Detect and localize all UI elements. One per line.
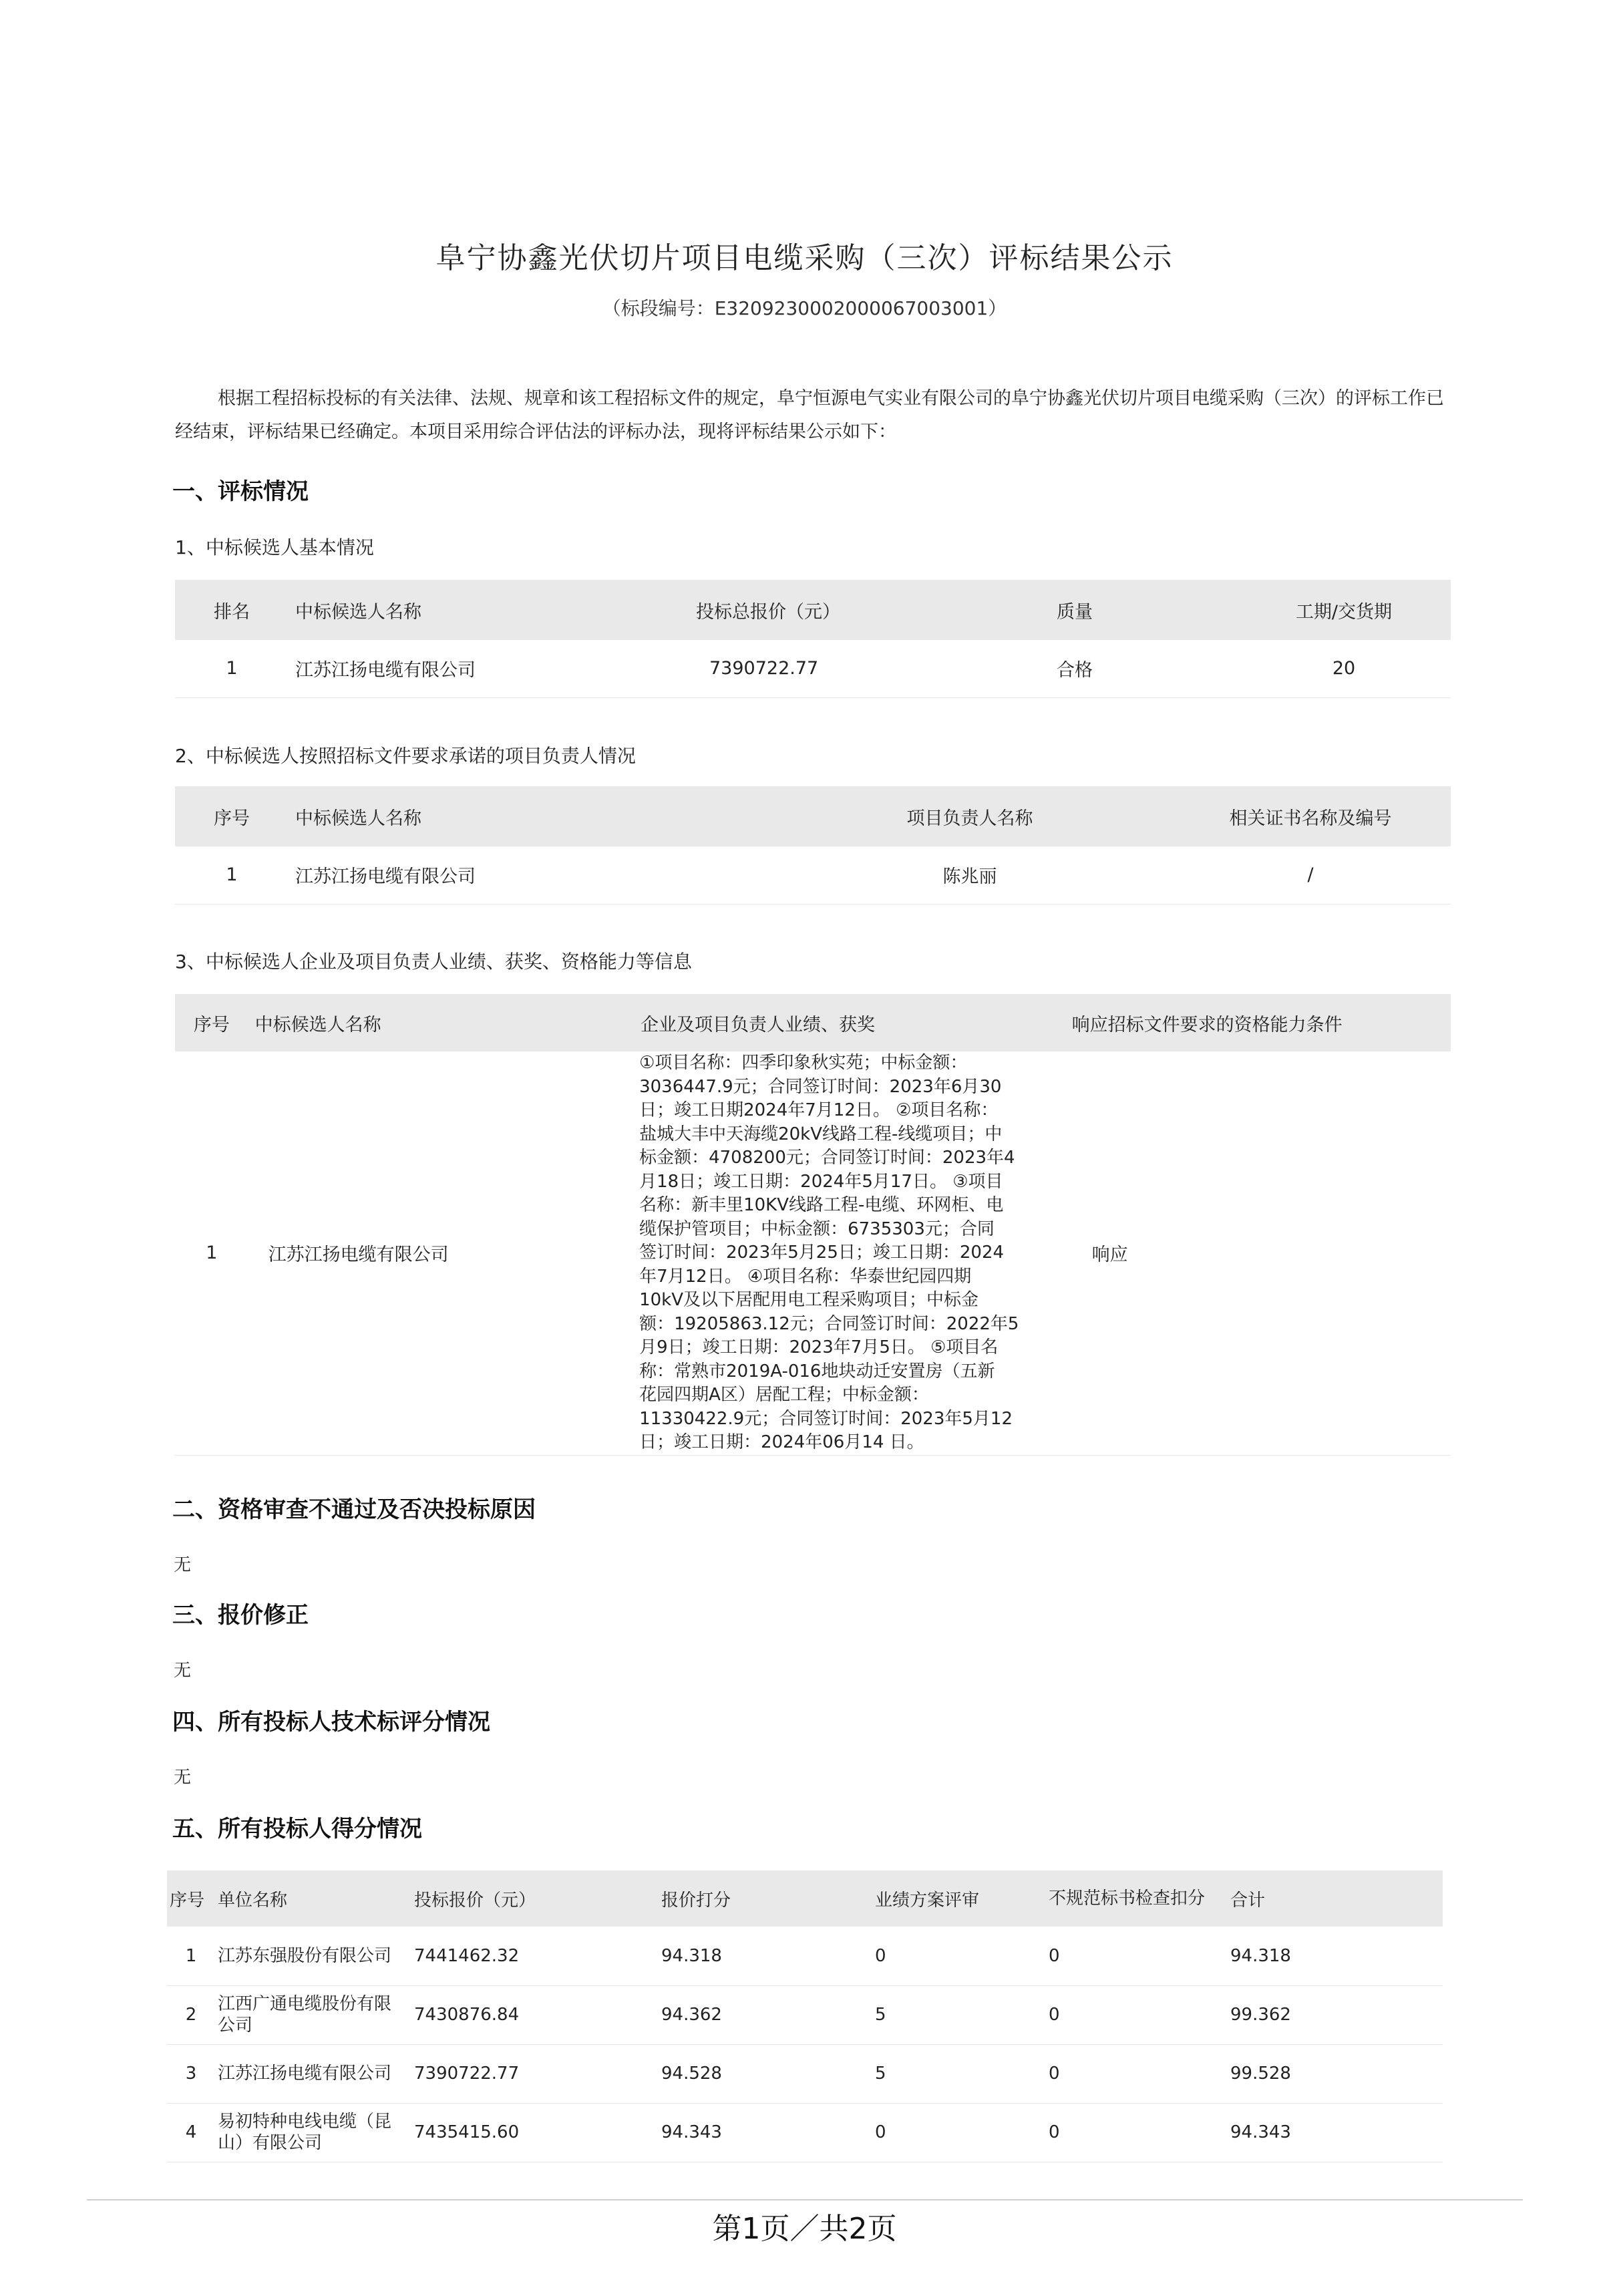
- col-header: 单位名称: [218, 1890, 288, 1911]
- cell-total: 94.343: [1222, 2103, 1443, 2162]
- col-header: 质量: [1057, 601, 1093, 623]
- cell-total: 99.528: [1222, 2044, 1443, 2103]
- achievement-line: 花园四期A区）居配工程；中标金额：: [639, 1385, 929, 1405]
- table-row: [167, 2044, 1443, 2103]
- cell-price-score: 94.343: [655, 2103, 868, 2162]
- cell-index: 4: [167, 2103, 215, 2162]
- cell-candidate-name: 江苏江扬电缆有限公司: [289, 846, 769, 904]
- footer-divider: [87, 2199, 1523, 2200]
- cell-performance-score: 0: [868, 1927, 1042, 1985]
- table-row: [167, 1985, 1443, 2044]
- table-row: [175, 1051, 1451, 1455]
- cell-certificate: /: [1170, 846, 1451, 904]
- achievement-line: 日；竣工日期：2024年06月14 日。: [639, 1432, 924, 1452]
- table-header-row: [175, 580, 1451, 640]
- section-4-heading: 四、所有投标人技术标评分情况: [172, 1709, 490, 1736]
- cell-bid-price: 7430876.84: [407, 1985, 655, 2044]
- achievement-line: 缆保护管项目；中标金额：6735303元；合同: [639, 1218, 995, 1239]
- cell-company: 易初特种电线电缆（昆山）有限公司: [215, 2103, 407, 2162]
- col-header: 排名: [214, 601, 250, 623]
- cell-quality: 合格: [1010, 640, 1237, 697]
- table-row: [175, 846, 1451, 904]
- achievement-line: 盐城大丰中天海缆20kV线路工程-线缆项目；中: [639, 1124, 1003, 1144]
- col-header: 不规范标书检查扣分: [1049, 1889, 1206, 1909]
- cell-index: 1: [167, 1927, 215, 1985]
- achievement-line: 3036447.9元；合同签订时间：2023年6月30: [639, 1076, 1002, 1097]
- col-header: 中标候选人名称: [295, 808, 421, 829]
- cell-manager-name: 陈兆丽: [769, 846, 1170, 904]
- cell-performance-score: 5: [868, 1985, 1042, 2044]
- achievement-line: 名称：新丰里10KV线路工程-电缆、环网柜、电: [639, 1195, 1004, 1215]
- achievement-line: 标金额：4708200元；合同签订时间：2023年4: [639, 1148, 1015, 1168]
- page-number: 第1页／共2页: [712, 2212, 897, 2246]
- achievement-line: 10kV及以下居配用电工程采购项目；中标金: [639, 1290, 978, 1310]
- section-4-content: 无: [174, 1768, 192, 1788]
- achievement-line: 额：19205863.12元；合同签订时间：2022年5: [639, 1313, 1019, 1334]
- table-row: [175, 640, 1451, 697]
- achievements-table: [175, 994, 1451, 1456]
- cell-deduction: 0: [1042, 1985, 1222, 2044]
- cell-bid-price: 7441462.32: [407, 1927, 655, 1985]
- cell-performance-score: 0: [868, 2103, 1042, 2162]
- col-header: 中标候选人名称: [295, 601, 421, 623]
- section-2-heading: 二、资格审查不通过及否决投标原因: [172, 1496, 536, 1523]
- candidate-basic-table: [175, 580, 1451, 698]
- subsection-3-heading: 3、中标候选人企业及项目负责人业绩、获奖、资格能力等信息: [175, 951, 692, 973]
- cell-bid-price: 7435415.60: [407, 2103, 655, 2162]
- section-3-content: 无: [174, 1661, 192, 1681]
- table-header-row: [167, 1870, 1443, 1927]
- section-code: （标段编号：E3209230002000067003001）: [602, 297, 1007, 319]
- cell-achievements: [620, 1051, 1065, 1455]
- achievement-line: 11330422.9元；合同签订时间：2023年5月12: [639, 1408, 1013, 1429]
- col-header: 企业及项目负责人业绩、获奖: [641, 1014, 876, 1035]
- cell-index: 3: [167, 2044, 215, 2103]
- cell-price-score: 94.362: [655, 1985, 868, 2044]
- col-header: 工期/交货期: [1295, 601, 1393, 623]
- project-manager-table: [175, 786, 1451, 905]
- section-1-heading: 一、评标情况: [172, 478, 309, 505]
- cell-total: 94.318: [1222, 1927, 1443, 1985]
- cell-deduction: 0: [1042, 2103, 1222, 2162]
- cell-deduction: 0: [1042, 2044, 1222, 2103]
- section-3-heading: 三、报价修正: [172, 1602, 309, 1629]
- achievement-line: ①项目名称：四季印象秋实苑；中标金额：: [639, 1053, 968, 1073]
- col-header: 序号: [193, 1014, 230, 1035]
- col-header: 项目负责人名称: [906, 808, 1033, 829]
- section-5-heading: 五、所有投标人得分情况: [172, 1816, 422, 1842]
- achievement-line: 签订时间：2023年5月25日；竣工日期：2024: [639, 1243, 1005, 1263]
- col-header: 投标报价（元）: [414, 1890, 536, 1911]
- cell-price-score: 94.318: [655, 1927, 868, 1985]
- cell-candidate-name: 江苏江扬电缆有限公司: [248, 1051, 620, 1455]
- table-header-row: [175, 994, 1451, 1051]
- cell-index: 2: [167, 1985, 215, 2044]
- cell-qualification: 响应: [1065, 1051, 1451, 1455]
- col-header: 合计: [1230, 1890, 1266, 1911]
- cell-company: 江苏江扬电缆有限公司: [215, 2044, 407, 2103]
- col-header: 序号: [214, 808, 250, 829]
- cell-total: 99.362: [1222, 1985, 1443, 2044]
- achievement-line: 日；竣工日期2024年7月12日。 ②项目名称：: [639, 1100, 999, 1120]
- col-header: 报价打分: [661, 1890, 731, 1911]
- section-2-content: 无: [174, 1555, 192, 1575]
- cell-bid-price: 7390722.77: [407, 2044, 655, 2103]
- achievement-line: 年7月12日。 ④项目名称：华泰世纪园四期: [639, 1266, 972, 1287]
- cell-deduction: 0: [1042, 1927, 1222, 1985]
- col-header: 中标候选人名称: [254, 1014, 381, 1035]
- cell-company: 江苏东强股份有限公司: [215, 1927, 407, 1985]
- col-header: 序号: [170, 1890, 205, 1911]
- cell-price-score: 94.528: [655, 2044, 868, 2103]
- bidder-score-table: [167, 1870, 1443, 2162]
- cell-company: 江西广通电缆股份有限公司: [215, 1985, 407, 2044]
- cell-index: 1: [175, 1051, 248, 1455]
- cell-rank: 1: [175, 640, 289, 697]
- table-row: [167, 2103, 1443, 2162]
- document-title: 阜宁协鑫光伏切片项目电缆采购（三次）评标结果公示: [435, 241, 1174, 275]
- table-row: [167, 1927, 1443, 1985]
- intro-paragraph: 根据工程招标投标的有关法律、法规、规章和该工程招标文件的规定，阜宁恒源电气实业有限公司的阜宁协鑫光伏切片项目电缆采购（三次）的评标工作已经结束，评标结果已经确定。本项目采用综合评估法的评标办法，现将评标结果公示如下：: [175, 388, 1444, 442]
- cell-candidate-name: 江苏江扬电缆有限公司: [289, 640, 643, 697]
- table-header-row: [175, 786, 1451, 846]
- cell-performance-score: 5: [868, 2044, 1042, 2103]
- subsection-1-heading: 1、中标候选人基本情况: [175, 536, 374, 558]
- cell-bid-price: 7390722.77: [643, 640, 1010, 697]
- cell-index: 1: [175, 846, 289, 904]
- col-header: 响应招标文件要求的资格能力条件: [1071, 1014, 1343, 1035]
- col-header: 业绩方案评审: [875, 1890, 980, 1911]
- cell-duration: 20: [1237, 640, 1451, 697]
- col-header: 投标总报价（元）: [696, 601, 840, 623]
- achievement-line: 月18日；竣工日期：2024年5月17日。 ③项目: [639, 1171, 1003, 1192]
- subsection-2-heading: 2、中标候选人按照招标文件要求承诺的项目负责人情况: [175, 745, 636, 767]
- col-header: 相关证书名称及编号: [1229, 808, 1392, 829]
- achievement-line: 称：常熟市2019A-016地块动迁安置房（五新: [639, 1361, 995, 1381]
- achievement-line: 月9日；竣工日期：2023年7月5日。 ⑤项目名: [639, 1337, 999, 1357]
